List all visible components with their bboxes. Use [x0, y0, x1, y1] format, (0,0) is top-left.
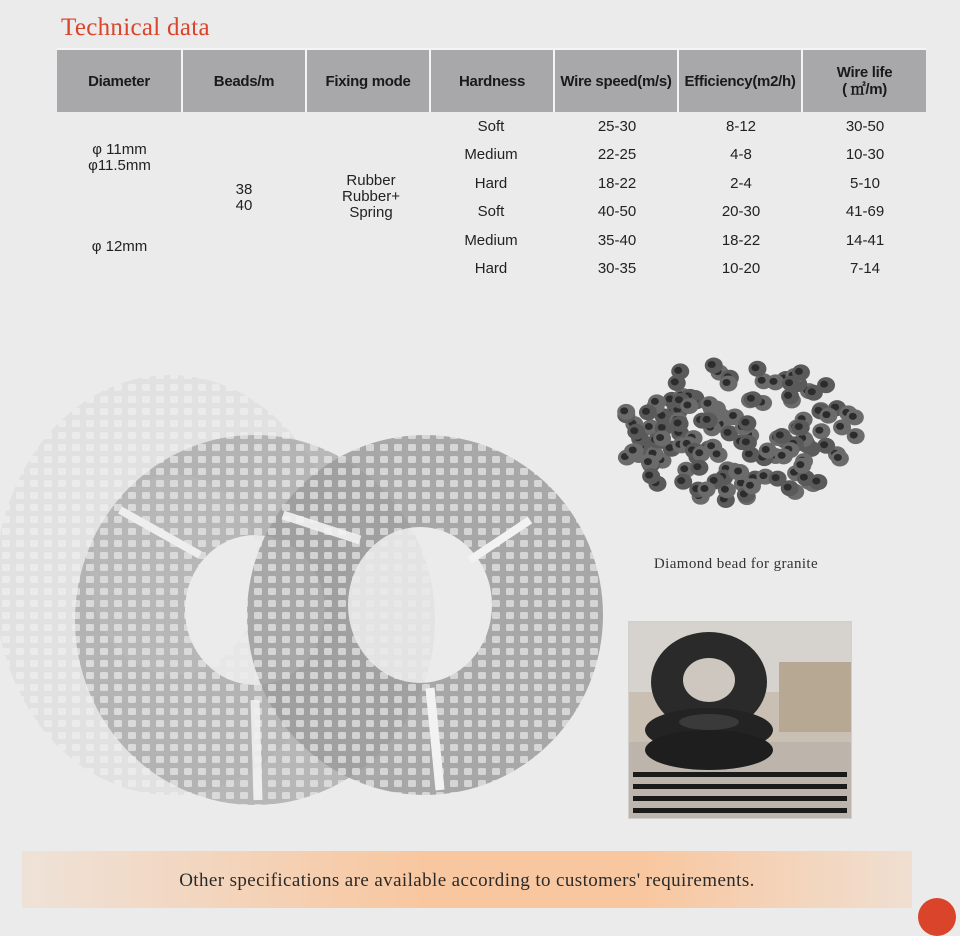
table-cell-speed: 35-40 [597, 231, 637, 249]
table-cell-speed: 18-22 [597, 174, 637, 192]
footer-banner [22, 851, 912, 908]
diamond-bead-image [608, 332, 870, 542]
table-header-row [57, 49, 926, 112]
section-title: Technical data [61, 14, 210, 41]
table-cell-life: 10-30 [845, 146, 885, 164]
diameter-group-1: φ 11mm φ11.5mm [88, 141, 151, 174]
header-fixing-mode: Fixing mode [306, 49, 430, 112]
bead-caption: Diamond bead for granite [653, 556, 819, 572]
table-cell-efficiency: 4-8 [730, 146, 752, 164]
technical-data-table [57, 48, 926, 112]
header-efficiency: Efficiency(m2/h) [678, 49, 802, 112]
table-cell-speed: 25-30 [597, 118, 637, 135]
table-cell-speed: 22-25 [597, 146, 637, 164]
header-diameter: Diameter [57, 49, 182, 112]
table-cell-hardness: Medium [464, 231, 518, 249]
table-cell-efficiency: 18-22 [721, 231, 761, 249]
header-wire-speed: Wire speed(m/s) [554, 49, 678, 112]
diameter-group-2: φ 12mm [91, 238, 148, 255]
fixing-mode-cell: Rubber Rubber+ Spring [342, 172, 400, 221]
table-cell-hardness: Hard [474, 260, 508, 277]
table-cell-life: 30-50 [845, 118, 885, 135]
header-beads-per-m: Beads/m [182, 49, 306, 112]
diamond-wire-coils-image [0, 370, 620, 810]
beads-per-m-cell: 38 40 [235, 181, 253, 214]
table-cell-life: 5-10 [849, 174, 881, 192]
table-cell-hardness: Soft [477, 118, 505, 135]
table-cell-efficiency: 2-4 [730, 174, 752, 192]
table-cell-hardness: Medium [464, 146, 518, 164]
header-wire-life: Wire life ( ㎡/m) [802, 49, 926, 112]
table-cell-life: 7-14 [849, 260, 881, 277]
table-cell-hardness: Soft [477, 203, 505, 221]
table-cell-hardness: Hard [474, 174, 508, 192]
table-cell-life: 41-69 [845, 203, 885, 221]
diamond-wire-quarry-photo [628, 621, 852, 819]
footer-note: Other specifications are available according to customers' requirements. [179, 870, 755, 891]
table-cell-life: 14-41 [845, 231, 885, 249]
table-cell-efficiency: 20-30 [721, 203, 761, 221]
table-cell-speed: 30-35 [597, 260, 637, 277]
table-cell-efficiency: 10-20 [721, 260, 761, 277]
header-hardness: Hardness [430, 49, 554, 112]
table-cell-speed: 40-50 [597, 203, 637, 221]
table-cell-efficiency: 8-12 [725, 118, 757, 135]
corner-badge [918, 898, 956, 936]
